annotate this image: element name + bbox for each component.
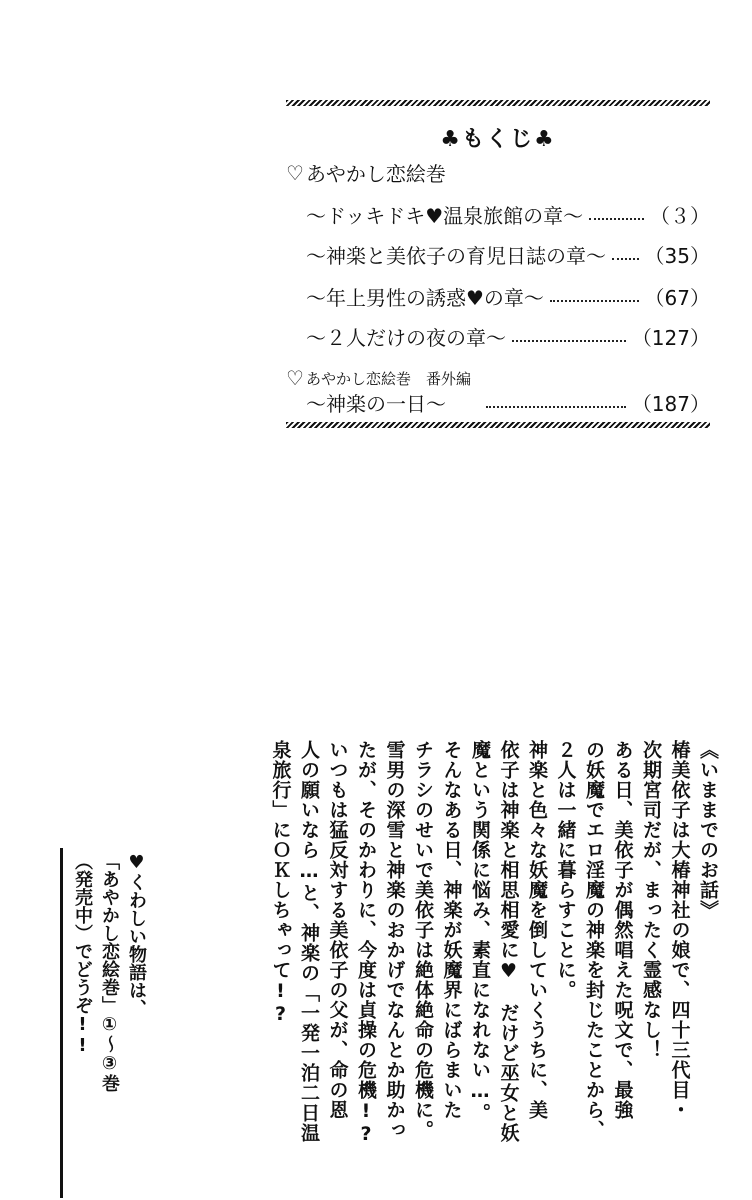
chapter-title: 〜神楽の一日〜 xyxy=(306,392,446,416)
summary-heading: 《いままでのお話》 xyxy=(697,740,719,920)
summary-line: 椿美依子は大椿神社の娘で、四十三代目・ xyxy=(668,740,691,1120)
leader-dots xyxy=(486,406,626,408)
summary-line: いつもは猛反対する美依子の父が、命の恩 xyxy=(326,740,349,1120)
series-ad xyxy=(60,852,150,1192)
summary-line: ある日、美依子が偶然唱えた呪文で、最強 xyxy=(611,740,634,1120)
bangaihen-label: あやかし恋絵巻 番外編 xyxy=(305,369,471,388)
ad-line: （発売中）でどうぞ!! xyxy=(72,852,93,1056)
summary-line: チラシのせいで美依子は絶体絶命の危機に。 xyxy=(412,740,434,1140)
summary-line: 魔という関係に悩み、素直になれない…。 xyxy=(469,740,491,1123)
summary-line: 次期宮司だが、まったく霊感なし！ xyxy=(640,740,662,1060)
story-summary xyxy=(240,740,722,1180)
summary-line: ２人は一緒に暮らすことに。 xyxy=(554,740,577,1000)
summary-line: そんなある日、神楽が妖魔界にばらまいた xyxy=(440,740,463,1120)
toc-item[interactable] xyxy=(306,388,710,417)
toc-title: ♣もくじ♣ xyxy=(440,127,556,152)
toc-item[interactable] xyxy=(306,282,710,311)
chapter-title: 〜年上男性の誘惑♥の章〜 xyxy=(306,286,544,310)
heart-outline-icon: ♡ xyxy=(286,366,304,390)
chapter-title: 〜神楽と美依子の育児日誌の章〜 xyxy=(306,244,606,268)
leader-dots xyxy=(512,340,626,342)
chapter-page: （67） xyxy=(644,286,710,310)
chapter-title: 〜ドッキドキ♥温泉旅館の章〜 xyxy=(306,204,584,228)
summary-line: 泉旅行」にＯＫしちゃって!? xyxy=(269,740,292,1026)
toc-item[interactable] xyxy=(306,322,710,351)
toc-series-label xyxy=(286,158,446,187)
leader-dots xyxy=(612,258,639,260)
summary-line: 人の願いなら…と、神楽の「一発一泊二日温 xyxy=(298,740,320,1143)
ad-line: 「あやかし恋絵巻」①〜③巻 xyxy=(99,852,120,1092)
leader-dots xyxy=(589,218,644,220)
toc-bangaihen-label xyxy=(286,366,471,390)
summary-line: 神楽と色々な妖魔を倒していくうちに、美 xyxy=(526,740,548,1120)
toc-item[interactable] xyxy=(306,240,710,269)
summary-line: 依子は神楽と相思相愛に♥ だけど巫女と妖 xyxy=(497,740,520,1143)
ad-line: ♥くわしい物語は、 xyxy=(126,852,147,1017)
toc-bottom-border xyxy=(286,422,710,428)
toc-top-border xyxy=(286,100,710,106)
toc-item[interactable] xyxy=(306,200,710,229)
leader-dots xyxy=(550,300,639,302)
chapter-page: （187） xyxy=(631,392,710,416)
heart-outline-icon: ♡ xyxy=(286,160,304,185)
series-label: あやかし恋絵巻 xyxy=(305,162,446,186)
chapter-page: （127） xyxy=(631,326,710,350)
chapter-page: （３） xyxy=(650,204,710,228)
summary-line: たが、そのかわりに、今度は貞操の危機!? xyxy=(355,740,377,1146)
summary-line: の妖魔でエロ淫魔の神楽を封じたことから、 xyxy=(583,740,605,1140)
chapter-page: （35） xyxy=(644,244,710,268)
chapter-title: 〜２人だけの夜の章〜 xyxy=(306,326,506,350)
summary-line: 雪男の深雪と神楽のおかげでなんとか助かっ xyxy=(383,740,406,1140)
